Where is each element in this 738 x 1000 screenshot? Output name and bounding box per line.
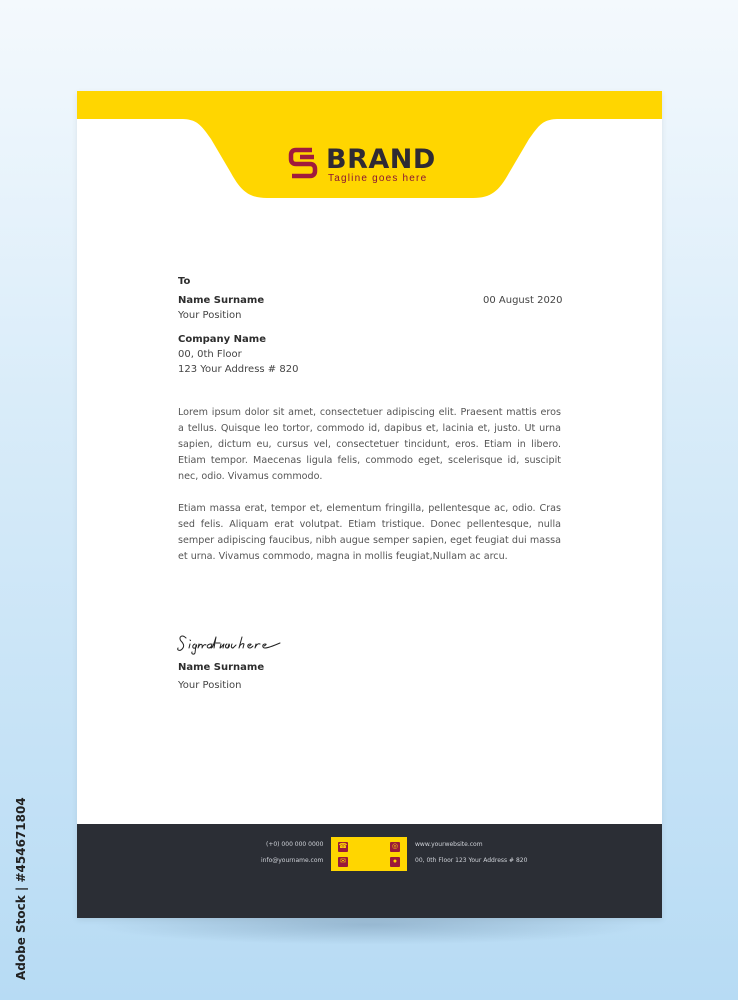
signature-handwriting: [176, 629, 286, 655]
location-icon: ●: [390, 857, 400, 867]
recipient-position: Your Position: [178, 310, 242, 321]
company-name: Company Name: [178, 334, 266, 345]
phone-icon: ☎: [338, 843, 348, 850]
company-address: 123 Your Address # 820: [178, 364, 299, 375]
company-floor: 00, 0th Floor: [178, 349, 242, 360]
footer-email: info@yourname.com: [261, 857, 324, 864]
to-label: To: [178, 276, 191, 287]
recipient-name: Name Surname: [178, 295, 265, 306]
stock-watermark-id: Adobe Stock | #454671804: [14, 797, 28, 980]
brand-mark-icon: [288, 147, 318, 179]
signer-position: Your Position: [178, 680, 242, 691]
letterhead-page: [77, 91, 662, 918]
web-icon: ◎: [391, 843, 399, 850]
footer-website: www.yourwebsite.com: [415, 841, 483, 848]
footer-band: [77, 824, 662, 918]
footer-phone: (+0) 000 000 0000: [266, 841, 324, 848]
body-paragraph-2: Etiam massa erat, tempor et, elementum fringilla, pellentesque ac, odio. Cras sed felis. Aliquam erat volutpat. Etiam tristique. Donec pellentesque, nulla semper adipiscing faucibus, nibh augue semper sapien, eget feugiat dui massa et urna. Vivamus commodo, magna in mollis feugiat,Nullam ac arcu.: [178, 503, 561, 562]
email-icon: ✉: [338, 857, 348, 867]
signer-name: Name Surname: [178, 662, 265, 673]
letter-date: 00 August 2020: [483, 295, 563, 306]
brand-name: BRAND: [326, 144, 436, 175]
footer-contact-box: [331, 837, 407, 871]
body-paragraph-1: Lorem ipsum dolor sit amet, consectetuer adipiscing elit. Praesent mattis eros a tellus. Quisque leo tortor, commodo id, dapibus et, lacinia et, justo. Ut urna sapien, dictum eu, cursus vel, consectetuer tincidunt, eros. Etiam in libero. Etiam tempor. Maecenas ligula felis, commodo eget, scelerisque id, suscipit nec, odio. Vivamus commodo.: [178, 407, 561, 482]
brand-tagline: Tagline goes here: [328, 173, 428, 184]
footer-address: 00, 0th Floor 123 Your Address # 820: [415, 857, 528, 864]
